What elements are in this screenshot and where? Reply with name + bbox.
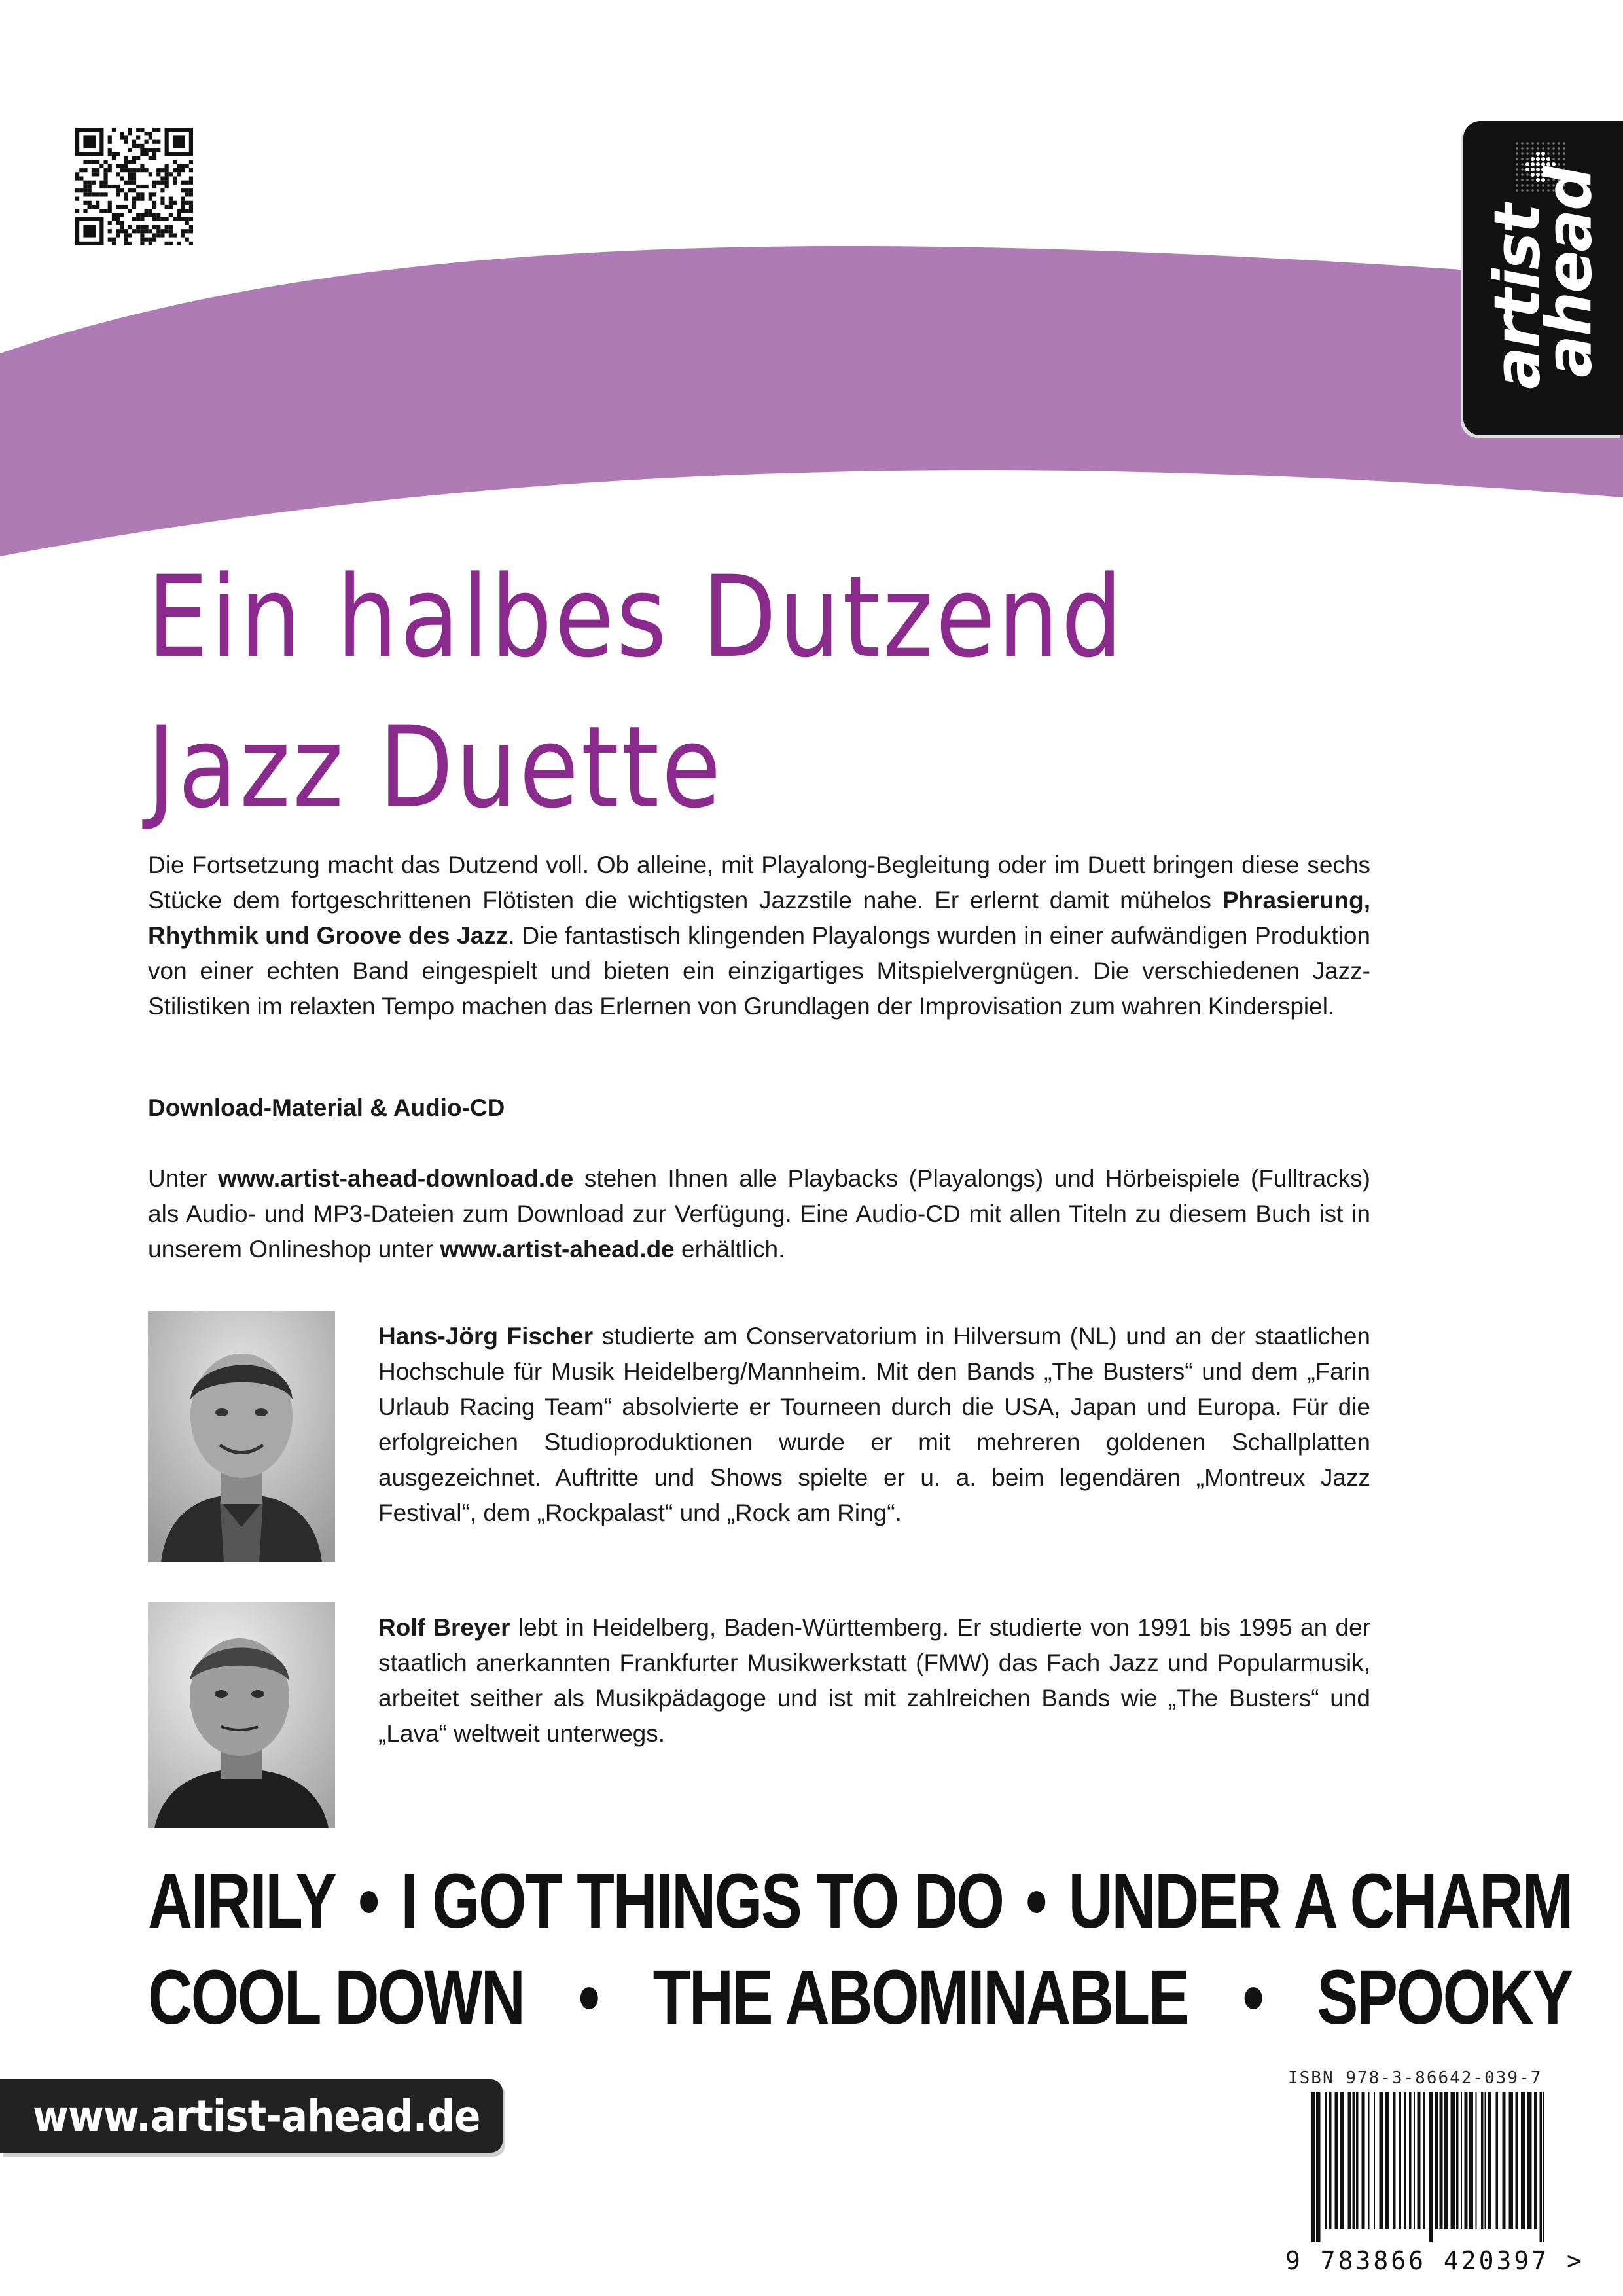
purple-arc-band [0,0,1623,589]
bio-fischer-text: studierte am Conservatorium in Hilversum (NL) und an der staatlichen Hochschule für Musik Heidelberg/Mannheim. Mit den Bands „The Busters“ und dem „Farin Urlaub Racing Team“ absolvierte er Tourneen durch die USA, Japan und Europa. Für die erfolgreichen Studioproduktionen wurde er mit mehreren goldenen Schallplatten ausgezeichnet. Auftritte und Shows spielte er u. a. beim legendären „Montreux Jazz Festival“, dem „Rockpalast“ und „Rock am Ring“. [378,1323,1370,1526]
barcode-digits: 9 783866 420397 > [1285,2246,1584,2275]
song-title: THE ABOMINABLE [652,1954,1188,2041]
author-photo-fischer [148,1311,335,1562]
author-photo-breyer [148,1602,335,1828]
bio-fischer [378,1319,1370,1531]
isbn-label: ISBN 978-3-86642-039-7 [1288,2068,1543,2088]
title-line-1: Ein halbes Dutzend [147,551,1125,683]
artist-ahead-logo [1463,121,1623,435]
download-text-3: erhältlich. [674,1236,785,1263]
intro-paragraph [148,848,1370,1024]
bio-fischer-name: Hans-Jörg Fischer [378,1323,594,1350]
website-url[interactable]: www.artist-ahead.de [33,2091,480,2142]
bio-breyer-name: Rolf Breyer [378,1614,510,1641]
song-title: COOL DOWN [148,1954,524,2041]
download-text-1: Unter [148,1165,218,1192]
download-paragraph [148,1161,1370,1267]
song-title: I GOT THINGS TO DO [401,1858,1003,1945]
website-banner[interactable] [0,2079,503,2153]
bullet-separator: • [358,1858,378,1945]
song-titles-line-2 [148,1955,1572,2040]
download-text-2: stehen Ihnen alle Playbacks (Playalongs) und Hörbeispiele (Fulltracks) als Audio- und MP3-Dateien zum Download zur Verfügung. Eine Audio-CD mit allen Titeln zu diesem Buch ist in unserem Onlineshop unter [148,1165,1370,1263]
barcode-icon [1311,2092,1544,2242]
logo-word-artist: artist [1480,204,1554,389]
bullet-separator: • [578,1954,599,2041]
intro-text-2: . Die fantastisch klingenden Playalongs wurden in einer aufwändigen Produktion von einer echten Band eingespielt und bieten ein einzigartiges Mitspielvergnügen. Die verschiedenen Jazz-Stilistiken im relaxten Tempo machen das Erlernen von Grundlagen der Improvisation zum wahren Kinderspiel. [148,922,1370,1020]
intro-bold: Phrasierung, Rhythmik und Groove des Jazz [148,887,1370,949]
qr-code-icon [75,128,193,245]
song-title: UNDER A CHARM [1068,1858,1572,1945]
song-titles-line-1 [148,1859,1572,1944]
logo-word-ahead: ahead [1532,167,1605,378]
song-title: SPOOKY [1317,1954,1572,2041]
bio-breyer [378,1610,1370,1751]
bullet-separator: • [1026,1858,1046,1945]
book-title [147,542,1125,843]
song-title: AIRILY [148,1858,336,1945]
bullet-separator: • [1242,1954,1263,2041]
bio-breyer-text: lebt in Heidelberg, Baden-Württemberg. Er studierte von 1991 bis 1995 an der staatlich anerkannten Frankfurter Musikwerkstatt (FMW) das Fach Jazz und Popularmusik, arbeitet seither als Musikpädagoge und ist mit zahlreichen Bands wie „The Busters“ und „Lava“ weltweit unterwegs. [378,1614,1370,1747]
intro-text-1: Die Fortsetzung macht das Dutzend voll. Ob alleine, mit Playalong-Begleitung oder im Duett bringen diese sechs Stücke dem fortgeschrittenen Flötisten die wichtigsten Jazzstile nahe. Er erlernt damit mühelos [148,852,1370,914]
download-link[interactable]: www.artist-ahead-download.de [217,1165,574,1192]
shop-link[interactable]: www.artist-ahead.de [440,1236,675,1263]
download-heading: Download-Material & Audio-CD [148,1094,505,1121]
title-line-2: Jazz Duette [147,702,724,833]
